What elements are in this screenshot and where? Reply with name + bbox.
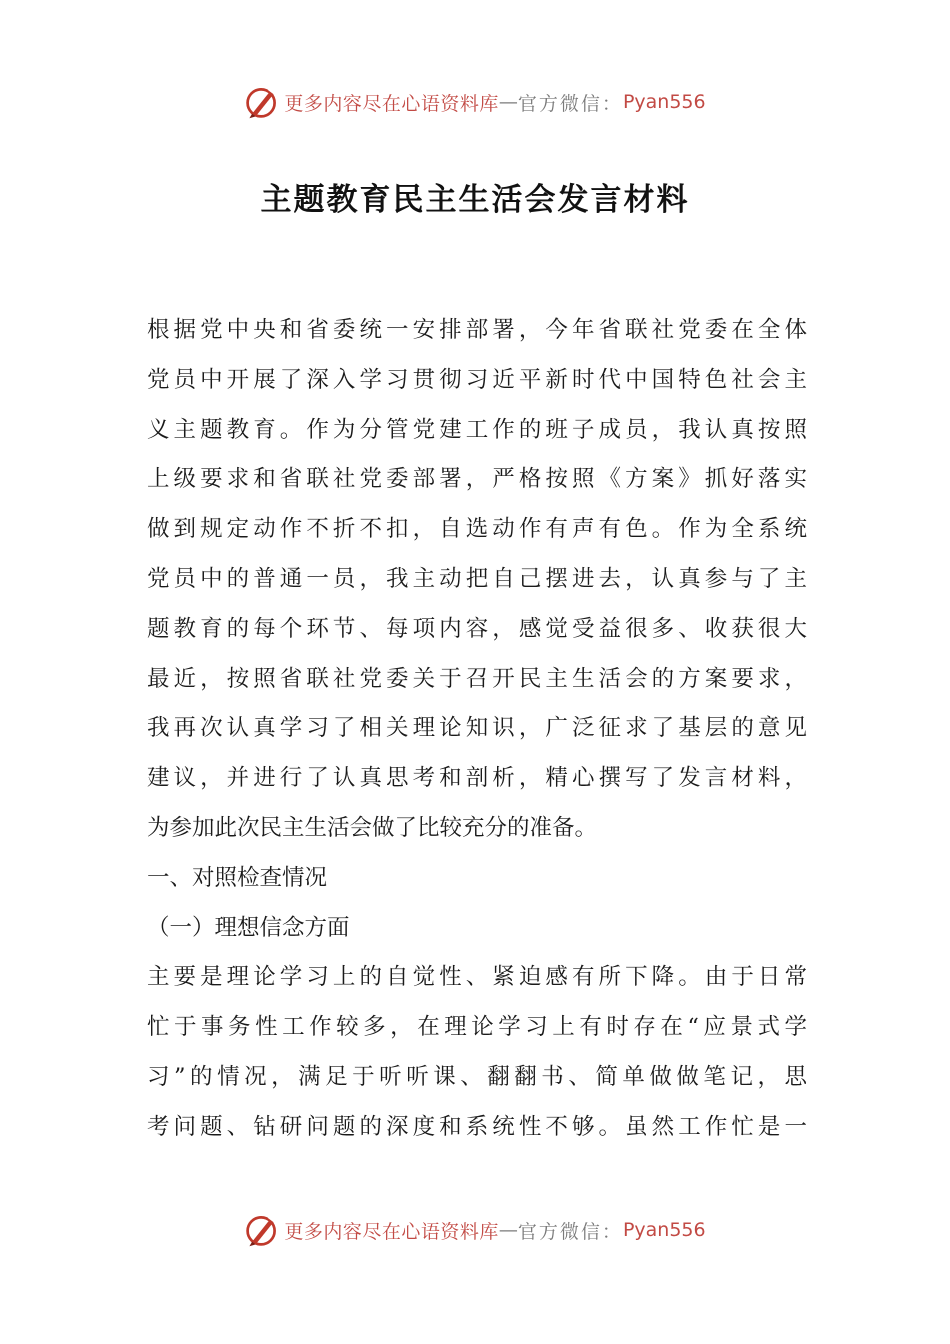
text-line: 考问题、钻研问题的深度和系统性不够。虽然工作忙是一 — [147, 1113, 807, 1140]
banner-separator: — — [498, 91, 518, 113]
document-title: 主题教育民主生活会发言材料 — [260, 182, 690, 218]
text-line: 为参加此次民主生活会做了比较充分的准备。 — [147, 814, 598, 841]
text-line: 根据党中央和省委统一安排部署，今年省联社党委在全体 — [147, 317, 807, 343]
banner-wechat-label: 官方微信： — [517, 92, 623, 115]
banner-separator: — — [498, 1219, 518, 1241]
text-line: 党员中的普通一员，我主动把自己摆进去，认真参与了主 — [147, 565, 807, 592]
banner-wechat-id: Pyan556 — [622, 1219, 706, 1241]
text-line: 我再次认真学习了相关理论知识，广泛征求了基层的意见 — [147, 715, 807, 742]
text-line: 主要是理论学习上的自觉性、紧迫感有所下降。由于日常 — [147, 964, 807, 991]
banner-text: 更多内容尽在心语资料库 — [284, 92, 499, 115]
document-body — [147, 306, 807, 1153]
text-line: 上级要求和省联社党委部署，严格按照《方案》抓好落实 — [147, 466, 807, 493]
pen-logo-icon — [244, 84, 280, 120]
banner-text: 更多内容尽在心语资料库 — [284, 1220, 499, 1243]
text-line: 义主题教育。作为分管党建工作的班子成员，我认真按照 — [147, 416, 807, 443]
footer-watermark-banner — [0, 1210, 950, 1250]
banner-wechat-id: Pyan556 — [622, 91, 706, 113]
text-line: 题教育的每个环节、每项内容，感觉受益很多、收获很大 — [147, 615, 807, 642]
text-line: 建议，并进行了认真思考和剖析，精心撰写了发言材料， — [147, 765, 807, 792]
text-line: 党员中开展了深入学习贯彻习近平新时代中国特色社会主 — [147, 366, 807, 393]
text-line: 习”的情况，满足于听听课、翻翻书、简单做做笔记，思 — [147, 1063, 807, 1090]
banner-wechat-label: 官方微信： — [517, 1220, 623, 1243]
pen-logo-icon — [244, 1212, 280, 1248]
text-line: 最近，按照省联社党委关于召开民主生活会的方案要求， — [147, 665, 807, 692]
section-heading: 一、对照检查情况 — [147, 864, 328, 891]
text-line: 忙于事务性工作较多，在理论学习上有时存在“应景式学 — [147, 1014, 807, 1041]
subsection-heading: （一）理想信念方面 — [147, 914, 350, 941]
text-line: 做到规定动作不折不扣，自选动作有声有色。作为全系统 — [147, 516, 807, 543]
header-watermark-banner — [0, 82, 950, 122]
